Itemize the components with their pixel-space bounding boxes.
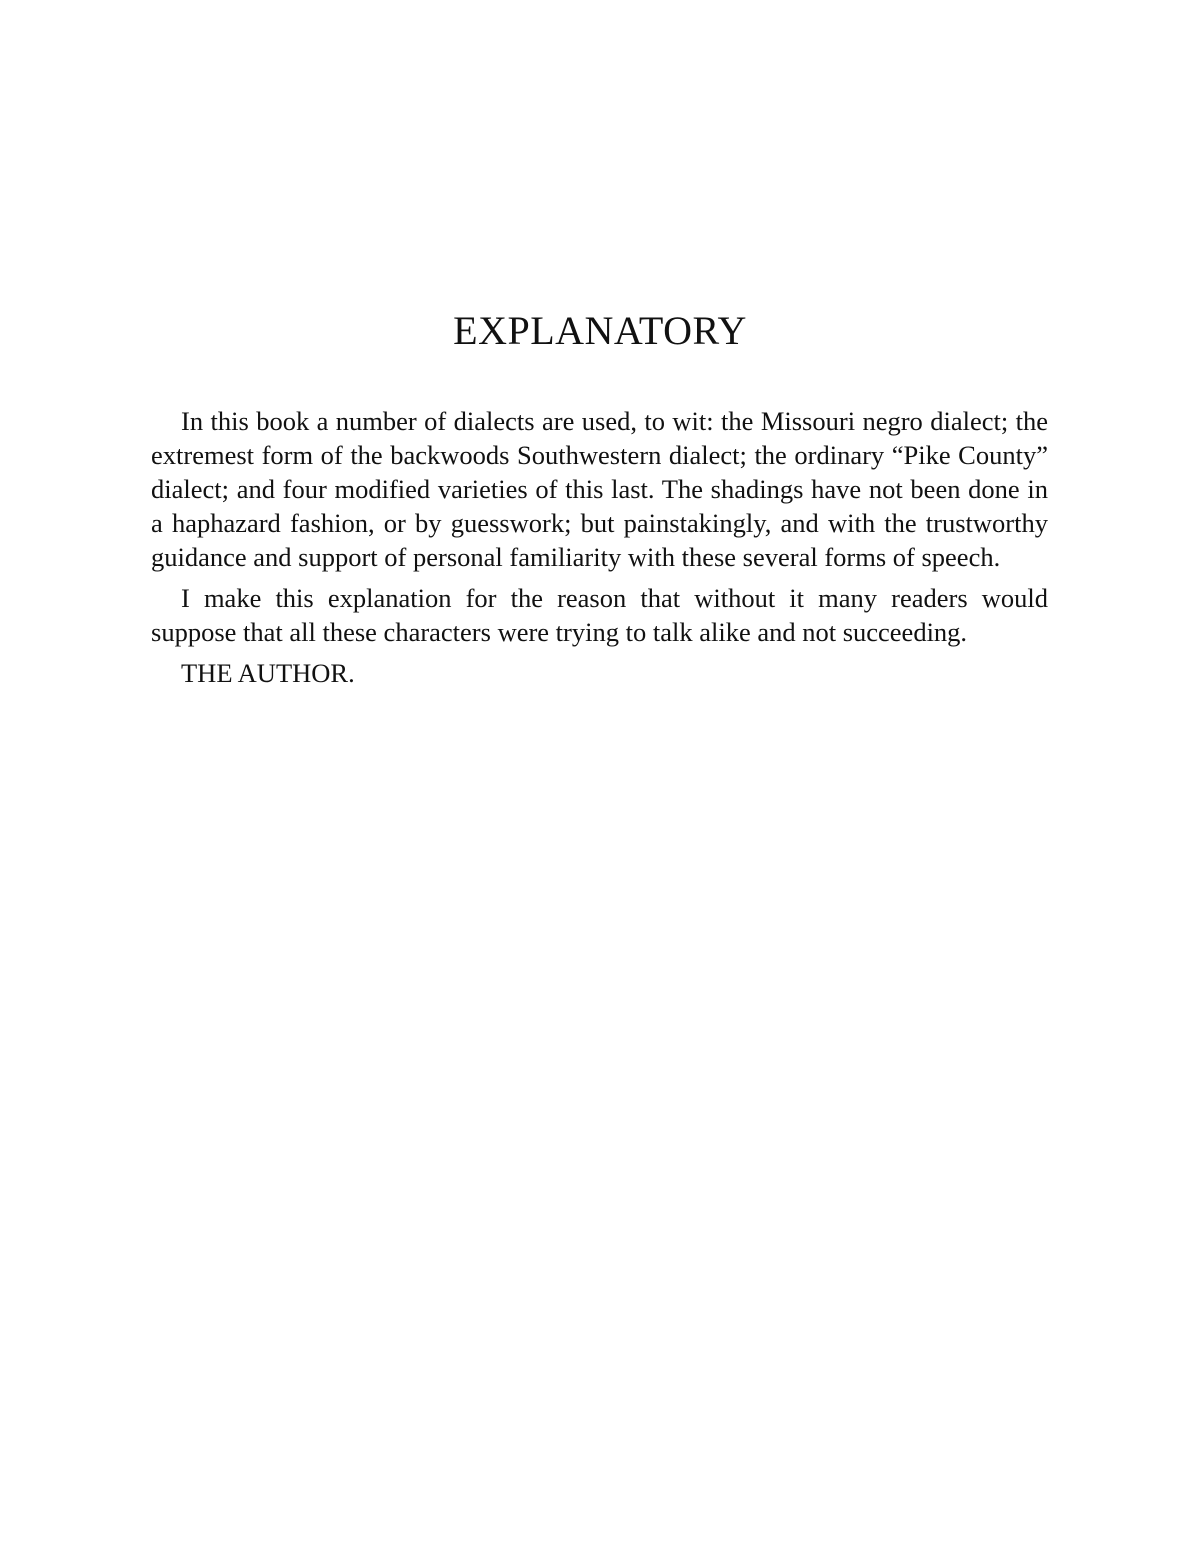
body-text bbox=[151, 404, 1048, 690]
page-heading: EXPLANATORY bbox=[453, 308, 747, 353]
author-signature: THE AUTHOR. bbox=[181, 658, 355, 688]
paragraph-explanation: I make this explanation for the reason that without it many readers would suppose that all these characters were trying to talk alike and not succeeding. bbox=[151, 583, 1048, 647]
paragraph-dialects: In this book a number of dialects are used, to wit: the Missouri negro dialect; the extremest form of the backwoods Southwestern dialect; the ordinary “Pike County” dialect; and four modified varieties of this last. The shadings have not been done in a haphazard fashion, or by guesswork; but painstakingly, and with the trustworthy guidance and support of personal familiarity with these several forms of speech. bbox=[151, 406, 1048, 572]
